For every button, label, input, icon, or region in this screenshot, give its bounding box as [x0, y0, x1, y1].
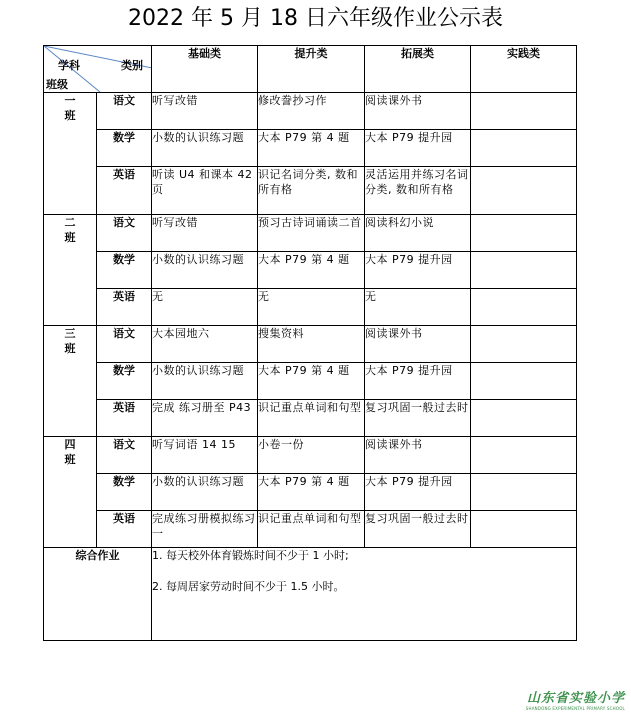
class-name-cell: [44, 326, 97, 437]
cell-practice: [471, 363, 577, 400]
table-row: [44, 326, 577, 363]
cell-basic: 小数的认识练习题: [152, 252, 258, 289]
table-row: [44, 130, 577, 167]
column-header-extend: 拓展类: [365, 46, 471, 93]
cell-practice: [471, 252, 577, 289]
summary-line: 1. 每天校外体育锻炼时间不少于 1 小时;: [152, 549, 349, 562]
subject-cell: 英语: [97, 289, 152, 326]
cell-extend: 复习巩固一般过去时: [365, 400, 471, 437]
cell-extend: 复习巩固一般过去时: [365, 511, 471, 548]
table-row: [44, 437, 577, 474]
cell-basic: 小数的认识练习题: [152, 474, 258, 511]
cell-practice: [471, 167, 577, 215]
cell-extend: 大本 P79 提升园: [365, 252, 471, 289]
cell-extend: 大本 P79 提升园: [365, 474, 471, 511]
summary-body: [152, 548, 577, 641]
class-name: 三 班: [64, 327, 76, 355]
cell-extend: 阅读课外书: [365, 437, 471, 474]
cell-basic: 完成练习册模拟练习一: [152, 511, 258, 548]
class-name-cell: [44, 93, 97, 215]
subject-cell: 语文: [97, 215, 152, 252]
class-name-cell: [44, 215, 97, 326]
cell-improve: 修改誊抄习作: [258, 93, 365, 130]
table-row: [44, 289, 577, 326]
cell-improve: 搜集资料: [258, 326, 365, 363]
cell-practice: [471, 437, 577, 474]
cell-basic: 听写改错: [152, 215, 258, 252]
cell-extend: 灵活运用并练习名词分类, 数和所有格: [365, 167, 471, 215]
header-row: [44, 46, 577, 93]
table-row: [44, 511, 577, 548]
cell-basic: 无: [152, 289, 258, 326]
class-name: 一 班: [64, 94, 76, 122]
summary-line: 2. 每周居家劳动时间不少于 1.5 小时。: [152, 580, 345, 593]
cell-improve: 识记重点单词和句型: [258, 400, 365, 437]
school-logo: [526, 687, 625, 711]
subject-cell: 语文: [97, 93, 152, 130]
cell-extend: 无: [365, 289, 471, 326]
cell-extend: 阅读课外书: [365, 326, 471, 363]
table-row: [44, 363, 577, 400]
table-row: [44, 93, 577, 130]
corner-category-label: 类别: [121, 59, 143, 72]
cell-basic: 小数的认识练习题: [152, 363, 258, 400]
cell-basic: 听读 U4 和课本 42 页: [152, 167, 258, 215]
cell-practice: [471, 326, 577, 363]
cell-improve: 大本 P79 第 4 题: [258, 363, 365, 400]
logo-text: 山东省实验小学: [526, 691, 625, 706]
cell-improve: 预习古诗词诵读二首: [258, 215, 365, 252]
cell-practice: [471, 93, 577, 130]
cell-basic: 小数的认识练习题: [152, 130, 258, 167]
summary-row: [44, 548, 577, 641]
table-row: [44, 167, 577, 215]
column-header-improve: 提升类: [258, 46, 365, 93]
cell-practice: [471, 130, 577, 167]
subject-cell: 数学: [97, 363, 152, 400]
class-name-cell: [44, 437, 97, 548]
cell-practice: [471, 400, 577, 437]
homework-table: [43, 45, 577, 641]
summary-label: 综合作业: [44, 548, 152, 641]
cell-practice: [471, 511, 577, 548]
cell-basic: 听写词语 14 15: [152, 437, 258, 474]
table-row: [44, 215, 577, 252]
cell-improve: 大本 P79 第 4 题: [258, 130, 365, 167]
cell-practice: [471, 215, 577, 252]
cell-extend: 大本 P79 提升园: [365, 363, 471, 400]
cell-extend: 大本 P79 提升园: [365, 130, 471, 167]
logo-subtext: SHANDONG EXPERIMENTAL PRIMARY SCHOOL: [525, 706, 625, 711]
cell-improve: 识记重点单词和句型: [258, 511, 365, 548]
cell-extend: 阅读课外书: [365, 93, 471, 130]
corner-cell: [44, 46, 152, 93]
cell-improve: 无: [258, 289, 365, 326]
corner-subject-label: 学科: [58, 59, 80, 72]
cell-improve: 大本 P79 第 4 题: [258, 474, 365, 511]
subject-cell: 数学: [97, 252, 152, 289]
cell-improve: 小卷一份: [258, 437, 365, 474]
column-header-practice: 实践类: [471, 46, 577, 93]
cell-basic: 完成 练习册至 P43: [152, 400, 258, 437]
cell-practice: [471, 474, 577, 511]
table-row: [44, 400, 577, 437]
cell-improve: 大本 P79 第 4 题: [258, 252, 365, 289]
table-row: [44, 252, 577, 289]
subject-cell: 数学: [97, 474, 152, 511]
subject-cell: 语文: [97, 326, 152, 363]
subject-cell: 数学: [97, 130, 152, 167]
cell-extend: 阅读科幻小说: [365, 215, 471, 252]
class-name: 四 班: [64, 438, 76, 466]
column-header-basic: 基础类: [152, 46, 258, 93]
corner-class-label: 班级: [46, 78, 68, 91]
subject-cell: 英语: [97, 167, 152, 215]
table-row: [44, 474, 577, 511]
class-name: 二 班: [64, 216, 76, 244]
subject-cell: 英语: [97, 511, 152, 548]
cell-improve: 识记名词分类, 数和所有格: [258, 167, 365, 215]
subject-cell: 语文: [97, 437, 152, 474]
cell-basic: 听写改错: [152, 93, 258, 130]
cell-practice: [471, 289, 577, 326]
cell-basic: 大本园地六: [152, 326, 258, 363]
page-title: 2022 年 5 月 18 日六年级作业公示表: [128, 6, 503, 31]
subject-cell: 英语: [97, 400, 152, 437]
